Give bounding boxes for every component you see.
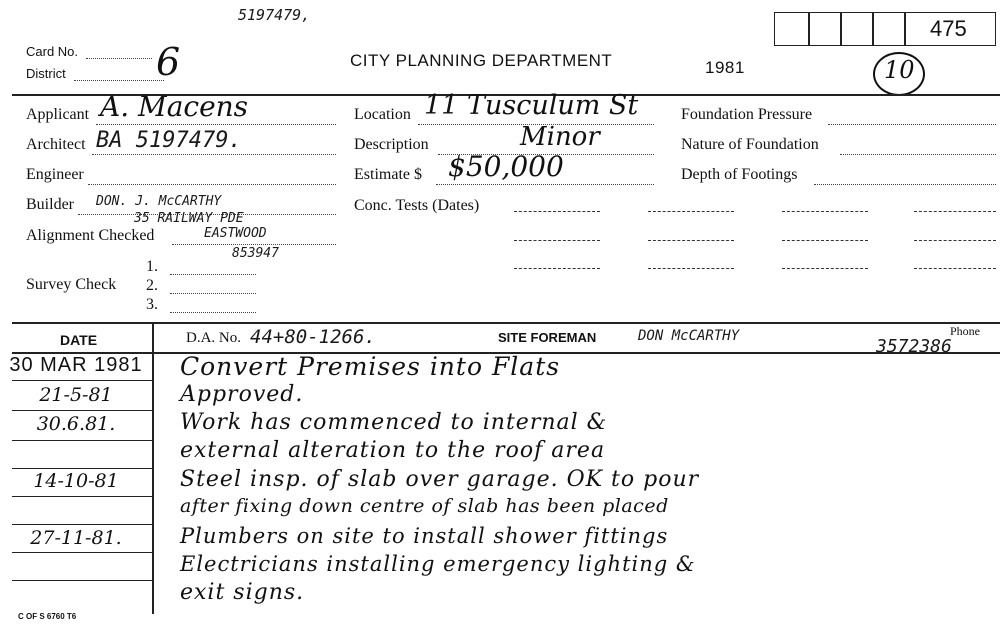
conc-test-line-10 bbox=[648, 268, 734, 269]
log-row-line-2 bbox=[12, 410, 152, 411]
card-year: 1981 bbox=[705, 58, 745, 77]
log-row-date: 30 MAR 1981 bbox=[9, 354, 143, 376]
form-code: C OF S 6760 T6 bbox=[18, 612, 77, 621]
location-value: 11 Tusculum St bbox=[424, 90, 639, 121]
conc-test-line-4 bbox=[914, 211, 996, 212]
card-number-box-2 bbox=[808, 12, 842, 46]
architect-label: Architect bbox=[26, 136, 86, 153]
card-number: 475 bbox=[930, 16, 967, 41]
builder-address: 35 RAILWAY PDE bbox=[134, 211, 244, 226]
da-value: 44+80-1266. bbox=[250, 326, 376, 348]
conc-test-line-9 bbox=[514, 268, 600, 269]
log-row-line-4 bbox=[12, 468, 152, 469]
log-row-text: external alteration to the roof area bbox=[180, 438, 606, 463]
log-row-date: 14-10-81 bbox=[33, 470, 119, 492]
foundation-pressure-line bbox=[828, 124, 996, 125]
estimate-value: $50,000 bbox=[448, 150, 564, 183]
phone-label: Phone bbox=[950, 324, 980, 338]
log-row-text: Plumbers on site to install shower fittings bbox=[180, 524, 669, 548]
conc-test-line-6 bbox=[648, 240, 734, 241]
survey-item-3: 3. bbox=[146, 296, 158, 313]
phone-value: 3572386 bbox=[876, 336, 952, 357]
depth-footings-label: Depth of Footings bbox=[681, 166, 798, 183]
log-row-line-3 bbox=[12, 440, 152, 441]
survey-item-2: 2. bbox=[146, 277, 158, 294]
description-label: Description bbox=[354, 136, 429, 153]
log-row-line-6 bbox=[12, 524, 152, 525]
scribble-number: 5197479, bbox=[238, 6, 311, 24]
survey-line-2 bbox=[170, 293, 256, 294]
log-row-date: 30.6.81. bbox=[36, 413, 116, 435]
estimate-label: Estimate $ bbox=[354, 166, 422, 183]
architect-value: BA 5197479. bbox=[96, 128, 242, 153]
date-column-divider bbox=[152, 324, 154, 614]
card-number-box-1 bbox=[774, 12, 810, 46]
log-row-text: Steel insp. of slab over garage. OK to pour bbox=[180, 467, 700, 492]
log-row-text: after fixing down centre of slab has been placed bbox=[180, 495, 669, 517]
log-row-text: exit signs. bbox=[180, 580, 305, 605]
card-number-box-4 bbox=[872, 12, 906, 46]
conc-test-line-5 bbox=[514, 240, 600, 241]
site-foreman-label: SITE FOREMAN bbox=[498, 330, 597, 345]
applicant-label: Applicant bbox=[26, 106, 90, 123]
nature-foundation-label: Nature of Foundation bbox=[681, 136, 819, 153]
survey-item-1: 1. bbox=[146, 258, 158, 275]
conc-test-line-8 bbox=[914, 240, 996, 241]
conc-tests-label: Conc. Tests (Dates) bbox=[354, 197, 480, 214]
department-title: CITY PLANNING DEPARTMENT bbox=[350, 51, 613, 70]
district-label: District bbox=[26, 66, 66, 81]
site-foreman-value: DON McCARTHY bbox=[638, 328, 740, 344]
card-no-label: Card No. bbox=[26, 44, 79, 59]
engineer-line bbox=[88, 184, 336, 185]
conc-test-line-7 bbox=[782, 240, 868, 241]
section-divider bbox=[12, 322, 1000, 324]
foundation-pressure-label: Foundation Pressure bbox=[681, 106, 813, 123]
log-row-line-1 bbox=[12, 380, 152, 381]
district-value: 6 bbox=[156, 40, 181, 84]
log-row-text: Approved. bbox=[180, 382, 304, 407]
conc-test-line-3 bbox=[782, 211, 868, 212]
builder-value: DON. J. McCARTHY bbox=[96, 194, 222, 209]
log-row-text: Convert Premises into Flats bbox=[180, 352, 561, 381]
applicant-line bbox=[96, 124, 336, 125]
card-no-line bbox=[86, 58, 152, 59]
description-value: Minor bbox=[520, 122, 600, 152]
card-number-box-3 bbox=[840, 12, 874, 46]
builder-suburb: EASTWOOD bbox=[204, 226, 267, 241]
survey-line-3 bbox=[170, 312, 256, 313]
engineer-label: Engineer bbox=[26, 166, 84, 183]
log-row-text: Work has commenced to internal & bbox=[180, 410, 608, 435]
applicant-value: A. Macens bbox=[100, 90, 249, 123]
conc-test-line-12 bbox=[914, 268, 996, 269]
conc-test-line-1 bbox=[514, 211, 600, 212]
alignment-label: Alignment Checked bbox=[26, 227, 155, 244]
alignment-line bbox=[172, 244, 336, 245]
circled-number: 10 bbox=[884, 56, 915, 84]
conc-test-line-11 bbox=[782, 268, 868, 269]
district-line bbox=[74, 80, 164, 81]
date-header: DATE bbox=[60, 332, 98, 348]
depth-footings-line bbox=[814, 184, 996, 185]
builder-label: Builder bbox=[26, 196, 74, 213]
location-label: Location bbox=[354, 106, 411, 123]
log-row-line-8 bbox=[12, 580, 152, 581]
da-label: D.A. No. bbox=[186, 330, 241, 346]
estimate-line bbox=[436, 184, 654, 185]
log-row-date: 21-5-81 bbox=[39, 384, 113, 406]
nature-foundation-line bbox=[840, 154, 996, 155]
survey-check-label: Survey Check bbox=[26, 276, 117, 293]
conc-test-line-2 bbox=[648, 211, 734, 212]
log-row-text: Electricians installing emergency lighting & bbox=[180, 552, 696, 576]
log-row-line-5 bbox=[12, 496, 152, 497]
log-row-date: 27-11-81. bbox=[30, 527, 122, 549]
survey-line-1 bbox=[170, 274, 256, 275]
log-row-line-7 bbox=[12, 552, 152, 553]
architect-line bbox=[92, 154, 336, 155]
builder-phone: 853947 bbox=[232, 246, 279, 261]
